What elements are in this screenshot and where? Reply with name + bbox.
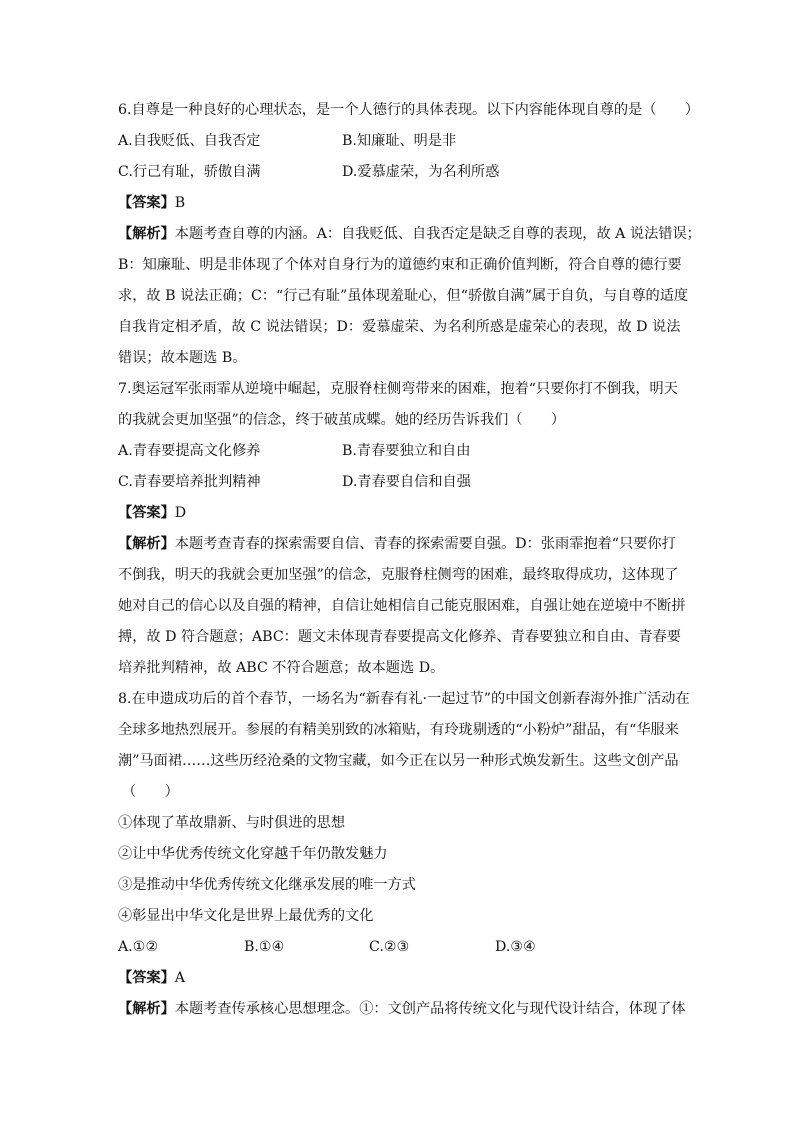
statement-1: ①体现了革故鼎新、与时俱进的思想 (118, 815, 346, 831)
question-8-stem-line: 8.在申遗成功后的首个春节，一场名为“新春有礼·一起过节”的中国文创新春海外推广活动在 (118, 691, 690, 707)
statement-3: ③是推动中华优秀传统文化继承发展的唯一方式 (118, 877, 416, 893)
question-7-options-row-2 (118, 472, 683, 492)
explanation-line: 自我肯定相矛盾，故 C 说法错误；D：爱慕虚荣、为名利所惑是虚荣心的表现，故 D 说法 (118, 319, 681, 335)
explanation-text: 本题考查自尊的内涵。A：自我贬低、自我否定是缺乏自尊的表现，故 A 说法错误； (174, 226, 701, 242)
explanation-line: 培养批判精神，故 ABC 不符合题意；故本题选 D。 (118, 660, 445, 676)
option-b: B.知廉耻、明是非 (342, 133, 457, 149)
question-7 (118, 379, 686, 678)
answer-tag: 【答案】 (118, 970, 175, 986)
explanation-tag: 【解析】 (118, 226, 175, 242)
question-6 (118, 100, 701, 368)
question-7-options-row-1 (118, 441, 683, 461)
explanation-text: 本题考查传承核心思想理念。①：文创产品将传统文化与现代设计结合，体现了体 (174, 1001, 686, 1017)
option-c: C.行己有耻，骄傲自满 (118, 164, 261, 180)
explanation-line: 错误；故本题选 B。 (118, 350, 247, 366)
statement-2: ②让中华优秀传统文化穿越千年仍散发魅力 (118, 846, 388, 862)
answer-tag: 【答案】 (118, 505, 175, 521)
option-d: D.爱慕虚荣，为名利所惑 (342, 164, 500, 180)
question-8-stem-line: 潮”马面裙……这些历经沧桑的文物宝藏，如今正在以另一种形式焕发新生。这些文创产品 (118, 753, 679, 769)
option-a: A.①② (118, 939, 159, 955)
explanation-line: 她对自己的信心以及自强的精神，自信让她相信自己能克服困难，自强让她在逆境中不断拼 (118, 598, 686, 614)
answer-value: B (174, 195, 186, 211)
explanation-text: 本题考查青春的探索需要自信、青春的探索需要自强。D：张雨霏抱着“只要你打 (174, 536, 676, 552)
explanation-line (118, 999, 686, 1019)
question-8-stem-line: 全球多地热烈展开。参展的有精美别致的冰箱贴，有玲珑剔透的“小粉炉”甜品，有“华服来 (118, 722, 679, 738)
option-a: A.自我贬低、自我否定 (118, 133, 261, 149)
explanation-line: 不倒我，明天的我就会更加坚强”的信念，克服脊柱侧弯的困难，最终取得成功，这体现了 (118, 567, 679, 583)
question-7-stem-line: 7.奥运冠军张雨霏从逆境中崛起，克服脊柱侧弯带来的困难，抱着“只要你打不倒我，明天 (118, 381, 678, 397)
question-8-stem-line: （ ） (122, 784, 179, 800)
answer-value: D (174, 505, 187, 521)
answer-tag: 【答案】 (118, 195, 175, 211)
option-a: A.青春要提高文化修养 (118, 443, 261, 459)
question-8-options-row (118, 937, 683, 957)
question-8-answer (118, 968, 683, 988)
option-d: D.③④ (495, 939, 536, 955)
option-b: B.①④ (244, 939, 285, 955)
question-6-options-row-2 (118, 162, 683, 182)
question-8-explanation (118, 999, 686, 1019)
explanation-tag: 【解析】 (118, 1001, 175, 1017)
question-8 (118, 689, 690, 1019)
question-6-options-row-1 (118, 131, 683, 151)
answer-value: A (174, 970, 186, 986)
option-b: B.青春要独立和自由 (342, 443, 471, 459)
explanation-line (118, 224, 701, 244)
question-6-answer (118, 193, 683, 213)
question-7-stem-line: 的我就会更加坚强”的信念，终于破茧成蝶。她的经历告诉我们（ ） (118, 412, 566, 428)
question-7-answer (118, 503, 683, 523)
explanation-line: B：知廉耻、明是非体现了个体对自身行为的道德约束和正确价值判断，符合自尊的德行要 (118, 257, 682, 273)
question-6-stem: 6.自尊是一种良好的心理状态，是一个人德行的具体表现。以下内容能体现自尊的是（ ） (118, 102, 700, 118)
question-7-explanation (118, 534, 686, 678)
explanation-line (118, 534, 683, 554)
statement-4: ④彰显出中华文化是世界上最优秀的文化 (118, 908, 374, 924)
option-c: C.②③ (369, 939, 410, 955)
explanation-line: 搏，故 D 符合题意；ABC：题文未体现青春要提高文化修养、青春要独立和自由、青春要 (118, 629, 681, 645)
option-d: D.青春要自信和自强 (342, 474, 471, 490)
question-6-explanation (118, 224, 701, 368)
option-c: C.青春要培养批判精神 (118, 474, 261, 490)
document-page (118, 100, 701, 1030)
explanation-line: 求，故 B 说法正确；C：“行己有耻”虽体现羞耻心，但“骄傲自满”属于自负，与自尊的适度 (118, 288, 689, 304)
explanation-tag: 【解析】 (118, 536, 175, 552)
